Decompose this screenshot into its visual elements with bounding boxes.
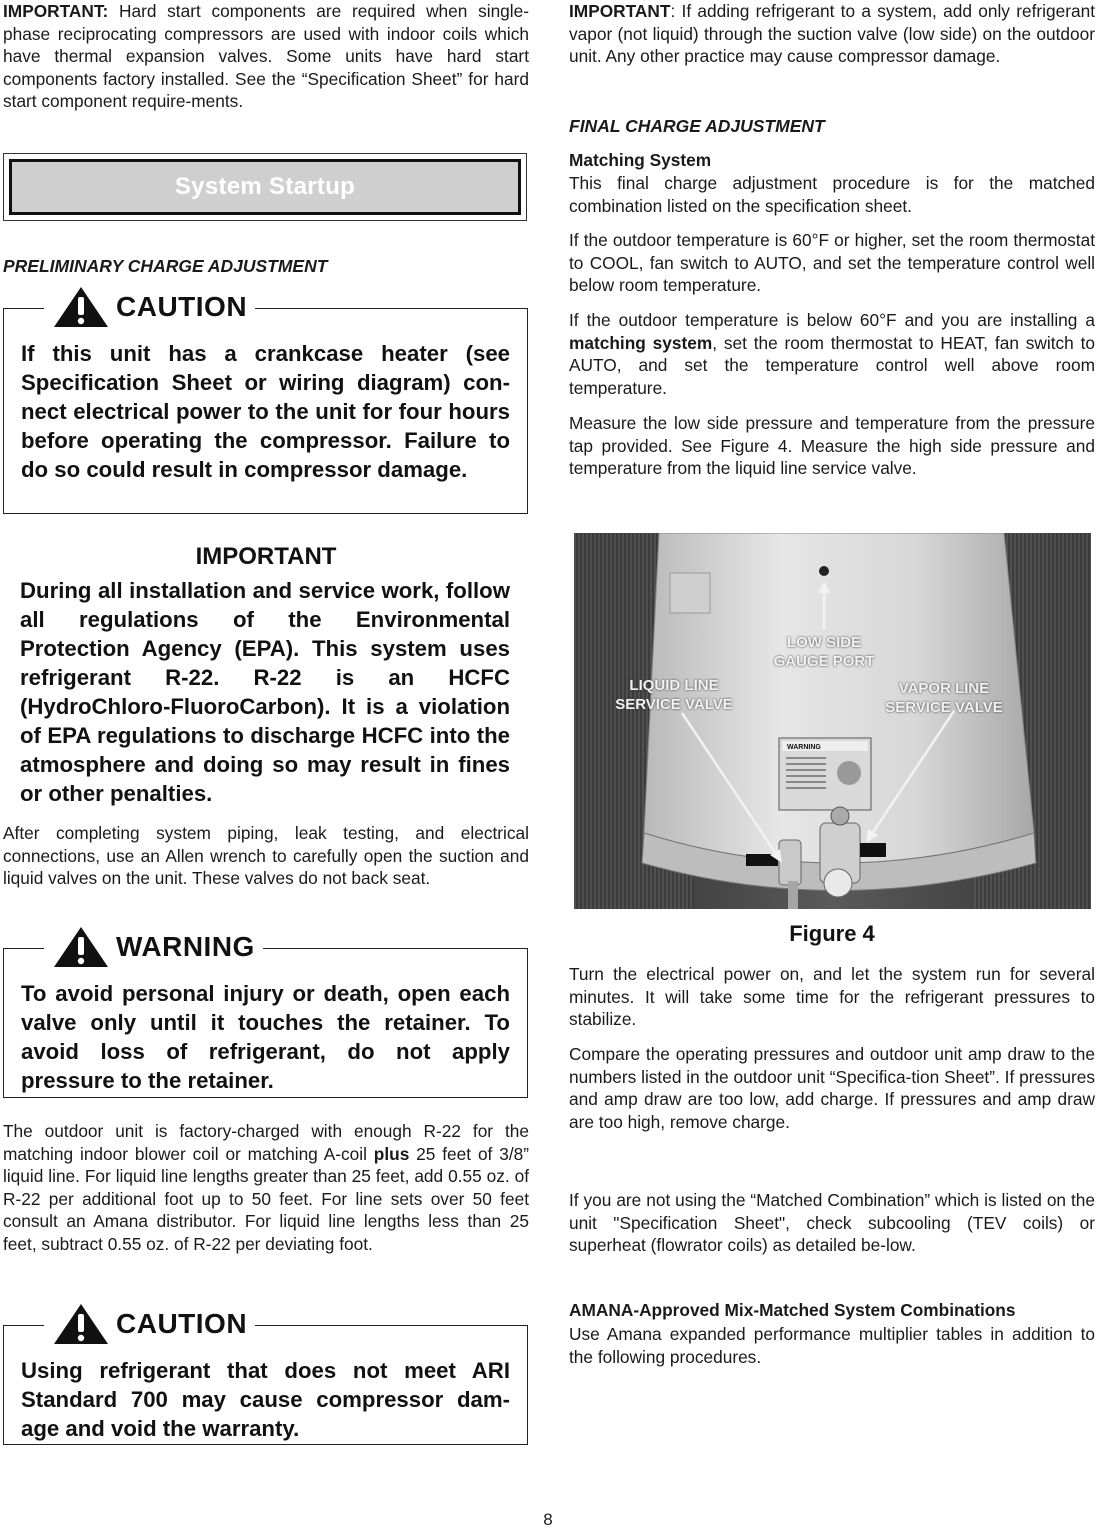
important-epa-text: During all installation and service work, follow all regulations of the Environmental Protection Agency (EPA). This system uses refrigerant R-22. R-22 is an HCFC (HydroChloro-FluoroCarbon). It is a violation of EPA regulations to discharge HCFC into the atmosphere and doing so may result in fines or other penalties. — [20, 578, 510, 806]
final-charge-heading: FINAL CHARGE ADJUSTMENT — [569, 116, 825, 136]
caution-title-2: CAUTION — [116, 1308, 248, 1339]
final-p6: Compare the operating pressures and outdoor unit amp draw to the numbers listed in the outdoor unit “Specifica-tion Sheet”. If pressures and amp draw are too low, add charge. If pressures and amp draw are too high, remove charge. — [569, 1044, 1095, 1132]
warning-icon — [52, 925, 110, 969]
caution-box-refrigerant — [3, 1308, 528, 1445]
condenser-unit-illustration — [574, 533, 1091, 909]
important-vapor-note: IMPORTANT: If adding refrigerant to a system, add only refrigerant vapor (not liquid) through the suction valve (low side) on the outdoor unit. Any other practice may cause compressor damage. — [569, 1, 1095, 66]
caution-title: CAUTION — [116, 291, 248, 322]
caution-header-2 — [44, 1302, 255, 1346]
system-startup-banner — [3, 153, 527, 221]
figure-4-photo — [574, 533, 1091, 909]
amana-mix-matched-heading: AMANA-Approved Mix-Matched System Combinations — [569, 1300, 1016, 1320]
final-p2: If the outdoor temperature is 60°F or higher, set the room thermostat to COOL, fan switch to AUTO, and set the temperature control well below room temperature. — [569, 230, 1095, 295]
banner-title: System Startup — [174, 173, 356, 200]
final-p5: Turn the electrical power on, and let the system run for several minutes. It will take some time for the refrigerant pressures to stabilize. — [569, 964, 1095, 1029]
caution-text-2: Using refrigerant that does not meet ARI Standard 700 may cause compressor dam-age and void the warranty. — [21, 1358, 510, 1441]
final-p7: If you are not using the “Matched Combination” which is listed on the unit "Specification Sheet", check subcooling (TEV coils) or superheat (flowrator coils) as detailed be-low. — [569, 1190, 1095, 1255]
important-title: IMPORTANT — [195, 543, 337, 570]
final-p1: This final charge adjustment procedure is for the matched combination listed on the specification sheet. — [569, 173, 1095, 216]
matching-system-heading: Matching System — [569, 150, 712, 170]
final-p4: Measure the low side pressure and temperature from the pressure tap provided. See Figure 4. Measure the high side pressure and temperature from the liquid line service valve. — [569, 413, 1095, 478]
warning-box — [3, 931, 528, 1098]
warning-header — [44, 925, 263, 969]
caution-icon — [52, 1302, 110, 1346]
page-number: 8 — [543, 1510, 553, 1529]
warning-text: To avoid personal injury or death, open each valve only until it touches the retainer. To avoid loss of refrigerant, do not apply pressure to the retainer. — [21, 981, 510, 1093]
vapor-line-service-valve-label: VAPOR LINE SERVICE VALVE — [885, 680, 1003, 716]
factory-charge-text: The outdoor unit is factory-charged with enough R-22 for the matching indoor blower coil or matching A-coil plus 25 feet of 3/8” liquid line. For liquid line lengths greater than 25 feet, add 0.55 oz. of R-22 per additional foot up to 50 feet. For line sets over 50 feet consult an Amana distributor. For liquid line lengths less than 25 feet, subtract 0.55 oz. of R-22 per deviating foot. — [3, 1121, 529, 1254]
low-side-gauge-port-label: LOW SIDE GAUGE PORT — [773, 634, 875, 670]
caution-text: If this unit has a crankcase heater (see Specification Sheet or wiring diagram) con-nect electrical power to the unit for four hours before operating the compressor. Failure to do so could result in compressor damage. — [21, 341, 510, 482]
liquid-line-service-valve-label: LIQUID LINE SERVICE VALVE — [615, 677, 733, 713]
amana-text: Use Amana expanded performance multiplier tables in addition to the following procedures. — [569, 1324, 1095, 1367]
preliminary-charge-heading: PRELIMINARY CHARGE ADJUSTMENT — [3, 256, 328, 276]
figure-caption: Figure 4 — [789, 921, 875, 946]
after-piping-text: After completing system piping, leak testing, and electrical connections, use an Allen wrench to carefully open the suction and liquid valves on the unit. These valves do not back seat. — [3, 823, 529, 888]
hard-start-note: IMPORTANT: Hard start components are required when single-phase reciprocating compressors are used with indoor coils which have thermal expansion valves. Some units have hard start components factory installed. See the “Specification Sheet” for hard start component require-ments. — [3, 1, 529, 111]
caution-icon — [52, 285, 110, 329]
caution-header — [44, 285, 255, 329]
warning-plate-text: WARNING — [787, 744, 821, 751]
final-p3: If the outdoor temperature is below 60°F and you are installing a matching system, set the room thermostat to HEAT, fan switch to AUTO, and set the temperature control well above room temperature. — [569, 310, 1095, 398]
warning-title: WARNING — [116, 931, 255, 962]
caution-box-crankcase — [3, 291, 528, 514]
